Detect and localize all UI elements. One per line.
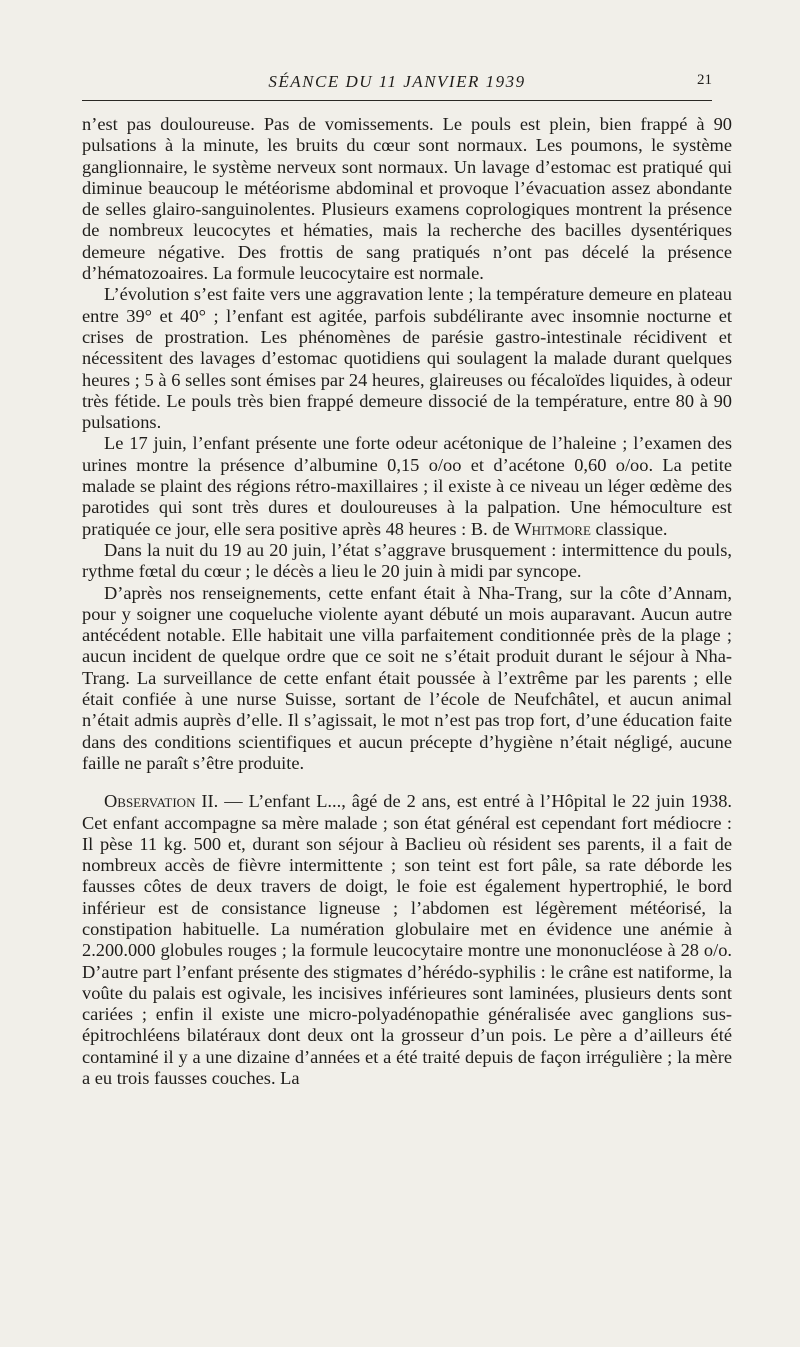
paragraph-death: Dans la nuit du 19 au 20 juin, l’état s’aggrave brusquement : intermittence du pouls, rythme fœtal du cœur ; le décès a lieu le 20 juin à midi par syncope. xyxy=(82,539,732,582)
running-title: SÉANCE DU 11 JANVIER 1939 xyxy=(268,72,526,91)
paragraph-17-june xyxy=(82,433,732,539)
observation-heading: Observation II. xyxy=(104,791,219,812)
paragraph-background: D’après nos renseignements, cette enfant était à Nha-Trang, sur la côte d’Annam, pour y soigner une coqueluche violente ayant débuté un mois auparavant. Aucun autre antécédent notable. Elle habitait une villa parfaitement conditionnée près de la plage ; aucun incident de quelque ordre que ce soit ne s’était produit durant le séjour à Nha-Trang. La surveillance de cette enfant était poussée à l’extrême par les parents ; elle était confiée à une nurse Suisse, sortant de l’école de Neufchâtel, et aucun animal n’était admis auprès d’elle. Il s’agissait, le mot n’est pas trop fort, d’une éducation faite dans des conditions scientifiques et aucun précepte d’hygiène n’était négligé, aucune faille ne paraît s’être produite. xyxy=(82,582,732,773)
observation-2-text: — L’enfant L..., âgé de 2 ans, est entré à l’Hôpital le 22 juin 1938. Cet enfant accompagne sa mère malade ; son état général est cependant fort médiocre : Il pèse 11 kg. 500 et, durant son séjour à Baclieu où résident ses parents, il a fait de nombreux accès de fièvre intermittente ; son teint est fort pâle, sa rate déborde les fausses côtes de deux travers de doigt, le foie est également hypertrophié, le bord inférieur est de consistance ligneuse ; l’abdomen est légèrement météorisé, la constipation habituelle. La numération globulaire met en évidence une anémie à 2.200.000 globules rouges ; la formule leucocytaire montre une mononucléose à 28 o/o. D’autre part l’enfant présente des stigmates d’hérédo-syphilis : le crâne est natiforme, la voûte du palais est ogivale, les incisives inférieures sont laminées, plusieurs dents sont cariées ; enfin il existe une micro-polyadénopathie généralisée avec ganglions sus-épitrochléens bilatéraux dont deux ont la grosseur d’un pois. Le père a d’ailleurs été contaminé il y a une dizaine d’années et a été traité depuis de façon irrégulière ; la mère a eu trois fausses couches. La xyxy=(82,791,732,1089)
paragraph-evolution: L’évolution s’est faite vers une aggravation lente ; la température demeure en plateau entre 39° et 40° ; l’enfant est agitée, parfois subdélirante avec insomnie nocturne et crises de prostration. Les phénomènes de parésie gastro-intestinale récidivent et nécessitent des lavages d’estomac quotidiens qui soulagent la malade durant quelques heures ; 5 à 6 selles sont émises par 24 heures, glaireuses ou fécaloïdes liquides, à odeur très fétide. Le pouls très bien frappé demeure dissocié de la température, entre 80 à 90 pulsations. xyxy=(82,284,732,433)
author-name-whitmore: Whitmore xyxy=(514,518,591,539)
page-number: 21 xyxy=(697,72,712,88)
paragraph-observation-2 xyxy=(82,791,732,1089)
paragraph-17-june-end: classique. xyxy=(590,518,668,539)
page-header xyxy=(82,72,712,102)
body-text xyxy=(82,114,732,1089)
header-rule xyxy=(82,100,712,101)
paragraph-continuation: n’est pas douloureuse. Pas de vomissements. Le pouls est plein, bien frappé à 90 pulsations à la minute, les bruits du cœur sont normaux. Les poumons, le système ganglionnaire, le système nerveux sont normaux. Un lavage d’estomac est pratiqué qui diminue beaucoup le météorisme abdominal et provoque l’évacuation assez abondante de selles glairo-sanguinolentes. Plusieurs examens coprologiques montrent la présence de nombreux leucocytes et hématies, mais la recherche des bacilles dysentériques demeure négative. Des frottis de sang pratiqués n’ont pas décelé la présence d’hématozoaires. La formule leucocytaire est normale. xyxy=(82,114,732,284)
paragraph-17-june-text: Le 17 juin, l’enfant présente une forte odeur acétonique de l’haleine ; l’examen des urines montre la présence d’albumine 0,15 o/oo et d’acétone 0,60 o/oo. La petite malade se plaint des régions rétro-maxillaires ; il existe à ce niveau un léger œdème des parotides qui sont très dures et douloureuses à la palpation. Une hémoculture est pratiquée ce jour, elle sera positive après 48 heures : B. de xyxy=(82,433,732,539)
